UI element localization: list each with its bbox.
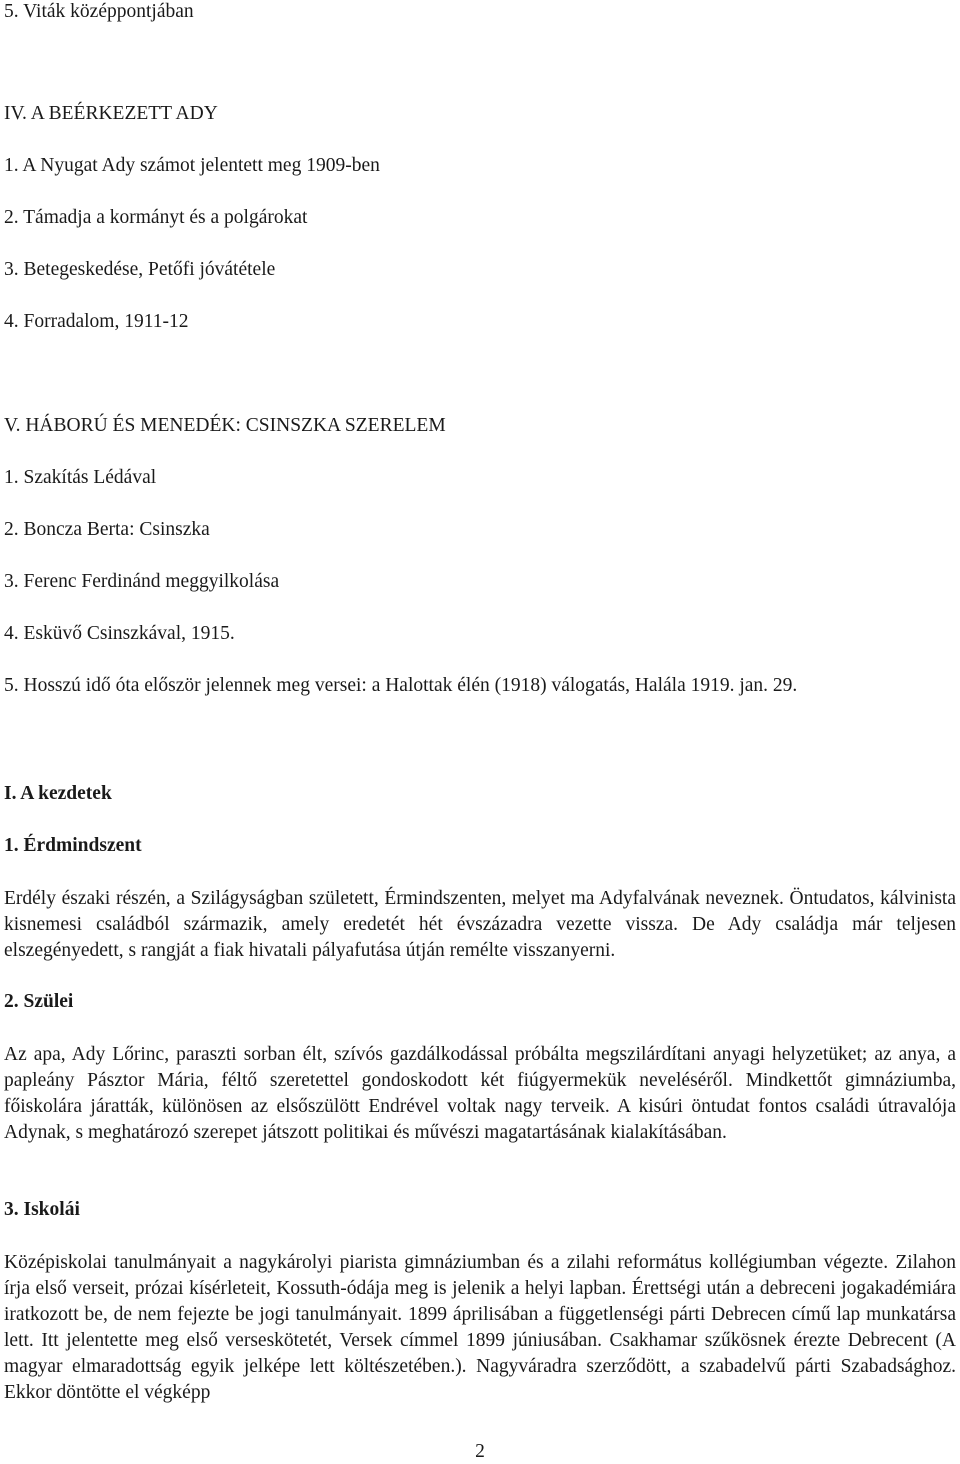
list-item: 3. Betegeskedése, Petőfi jóvátétele — [4, 259, 276, 280]
list-item: 4. Forradalom, 1911-12 — [4, 311, 189, 332]
list-item: 4. Esküvő Csinszkával, 1915. — [4, 623, 235, 644]
section-heading-v: V. HÁBORÚ ÉS MENEDÉK: CSINSZKA SZERELEM — [4, 415, 446, 436]
list-item: 5. Hosszú idő óta először jelennek meg versei: a Halottak élén (1918) válogatás, Halála 1919. jan. 29. — [4, 675, 798, 696]
list-item: 2. Boncza Berta: Csinszka — [4, 519, 210, 540]
list-item: 5. Viták középpontjában — [4, 1, 194, 22]
section-heading-iv: IV. A BEÉRKEZETT ADY — [4, 103, 218, 124]
paragraph: Az apa, Ady Lőrinc, paraszti sorban élt, szívós gazdálkodással próbálta megszilárdítani anyagi helyzetüket; az anya, a papleány Pásztor Mária, féltő szeretettel gondoskodott két fiúgyermekük neveléséről. Mindkettőt gimnáziumba, főiskolára járatták, különösen az elsőszülött Endrével voltak nagy terveik. A kisúri öntudat fontos családi útravalója Adynak, s meghatározó szerepet játszott politikai és művészi magatartásának kialakításában. — [4, 1044, 956, 1143]
paragraph: Erdély északi részén, a Szilágyságban született, Érmindszenten, melyet ma Adyfalvának neveznek. Öntudatos, kálvinista kisnemesi családból származik, amely eredetét hét évszázadra vezette vissza. De Ady családja már teljesen elszegényedett, s rangját a fiak hivatali pályafutása útján remélte visszanyerni. — [4, 888, 956, 961]
page-number: 2 — [475, 1441, 485, 1462]
subsection-title: 1. Érdmindszent — [4, 835, 142, 856]
list-item: 1. Szakítás Lédával — [4, 467, 157, 488]
list-item: 3. Ferenc Ferdinánd meggyilkolása — [4, 571, 280, 592]
chapter-title: I. A kezdetek — [4, 783, 112, 804]
paragraph: Középiskolai tanulmányait a nagykárolyi piarista gimnáziumban és a zilahi református kollégiumban végezte. Zilahon írja első verseit, prózai kísérleteit, Kossuth-ódája meg is jelenik a helyi lapban. Érettségi után a debreceni jogakadémiára iratkozott be, de nem fejezte be jogi tanulmányait. 1899 áprilisában a függetlenségi párti Debrecen című lap munkatársa lett. Itt jelentette meg első verseskötetét, Versek címmel 1899 júniusában. Csakhamar szűkösnek érezte Debrecent (A magyar elmaradottság egyik jelképe lett költészetében.). Nagyváradra szerződött, a szabadelvű párti Szabadsághoz. Ekkor döntötte el végképp — [4, 1252, 956, 1403]
list-item: 1. A Nyugat Ady számot jelentett meg 1909-ben — [4, 155, 380, 176]
subsection-title: 3. Iskolái — [4, 1199, 80, 1220]
list-item: 2. Támadja a kormányt és a polgárokat — [4, 207, 308, 228]
subsection-title: 2. Szülei — [4, 991, 74, 1012]
